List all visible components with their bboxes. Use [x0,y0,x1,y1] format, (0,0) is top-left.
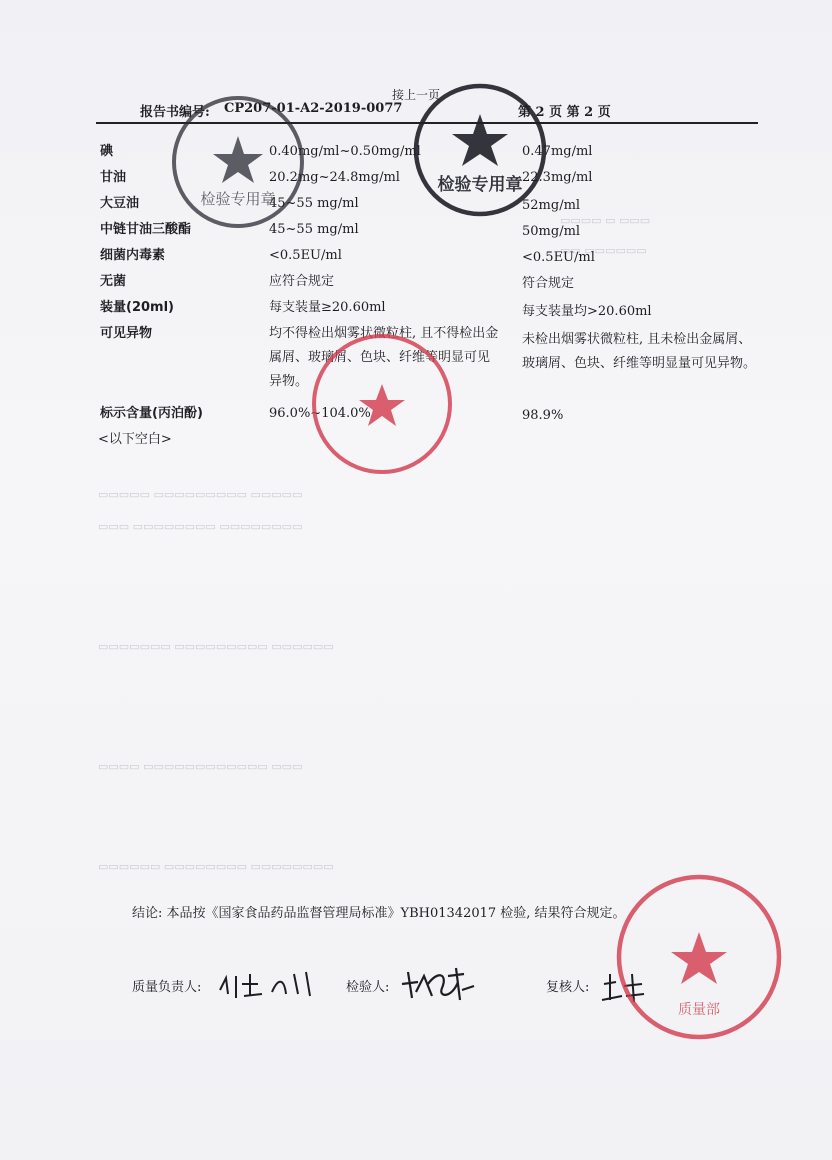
continuation-note: 接上一页 [392,88,441,102]
row-standard-endotoxin: <0.5EU/ml [269,248,342,263]
bleed-through-text: ▭▭▭▭ ▭ ▭▭▭ [560,214,651,227]
row-result-mct: 50mg/ml [522,224,581,239]
row-result-endotoxin: <0.5EU/ml [522,250,595,265]
row-result-visible-particles: 未检出烟雾状微粒柱, 且未检出金属屑、玻璃屑、色块、纤维等明显量可见异物。 [522,332,757,371]
svg-text:质量部: 质量部 [678,1002,720,1018]
bleed-through-text: ▭▭▭▭▭▭ ▭▭▭▭▭▭▭▭ ▭▭▭▭▭▭▭▭ [98,860,334,873]
bleed-through-text: ▭▭▭ ▭▭▭▭▭▭▭▭ ▭▭▭▭▭▭▭▭ [98,520,303,533]
row-result-sterility: 符合规定 [522,276,575,291]
report-number: CP207-01-A2-2019-0077 [224,101,403,116]
row-result-fill-volume: 每支装量均>20.60ml [522,304,652,319]
row-name-soybean-oil: 大豆油 [100,196,140,211]
row-name-endotoxin: 细菌内毒素 [100,248,166,263]
inspection-seal-right [410,80,550,220]
row-standard-mct: 45~55 mg/ml [269,222,359,237]
row-standard-iodine: 0.40mg/ml~0.50mg/ml [269,144,421,159]
row-name-glycerol: 甘油 [100,170,127,185]
row-name-visible-particles: 可见异物 [100,326,153,341]
quality-department-seal [614,872,784,1042]
svg-text:检验专用章: 检验专用章 [200,190,276,208]
row-standard-visible-particles: 均不得检出烟雾状微粒柱, 且不得检出金属屑、玻璃屑、色块、纤维等明显可见异物。 [269,326,499,389]
row-standard-soybean-oil: 45~55 mg/ml [269,196,359,211]
quality-manager-label: 质量负责人: [132,980,202,995]
row-standard-sterility: 应符合规定 [269,274,335,289]
blank-below-note: <以下空白> [98,432,172,447]
row-result-soybean-oil: 52mg/ml [522,198,581,213]
reviewer-label: 复核人: [546,980,590,995]
row-standard-fill-volume: 每支装量≥20.60ml [269,300,386,315]
row-name-content: 标示含量(丙泊酚) [100,406,203,421]
inspection-seal-left [168,92,308,232]
inspector-signature [398,962,478,1006]
row-name-mct: 中链甘油三酸酯 [100,222,192,237]
svg-text:检验专用章: 检验专用章 [437,175,523,195]
quality-manager-signature [214,964,324,1004]
page-info: 第 2 页 第 2 页 [518,105,611,120]
quality-seal-middle [308,330,456,478]
row-result-iodine: 0.47mg/ml [522,144,593,159]
row-result-glycerol: 22.3mg/ml [522,170,593,185]
conclusion-text: 结论: 本品按《国家食品药品监督管理局标准》YBH01342017 检验, 结果符合规定。 [132,906,626,921]
bleed-through-text: ▭▭▭▭▭▭▭ ▭▭▭▭▭▭▭▭▭ ▭▭▭▭▭▭ [98,640,334,653]
row-standard-content: 96.0%~104.0% [269,406,371,421]
bleed-through-text: ▭▭▭▭ ▭▭▭▭▭▭▭▭▭▭▭▭ ▭▭▭ [98,760,303,773]
inspector-label: 检验人: [346,980,390,995]
row-standard-glycerol: 20.2mg~24.8mg/ml [269,170,400,185]
row-name-iodine: 碘 [100,144,114,159]
report-number-label: 报告书编号: [140,105,210,120]
row-name-fill-volume: 装量(20ml) [100,300,174,315]
bleed-through-text: ▭▭▭▭▭ ▭▭▭▭▭▭▭▭▭ ▭▭▭▭▭ [98,488,303,501]
row-name-sterility: 无菌 [100,274,127,289]
bleed-through-text: ▭▭ ▭▭▭▭▭▭ [560,244,647,257]
row-result-content: 98.9% [522,408,564,423]
